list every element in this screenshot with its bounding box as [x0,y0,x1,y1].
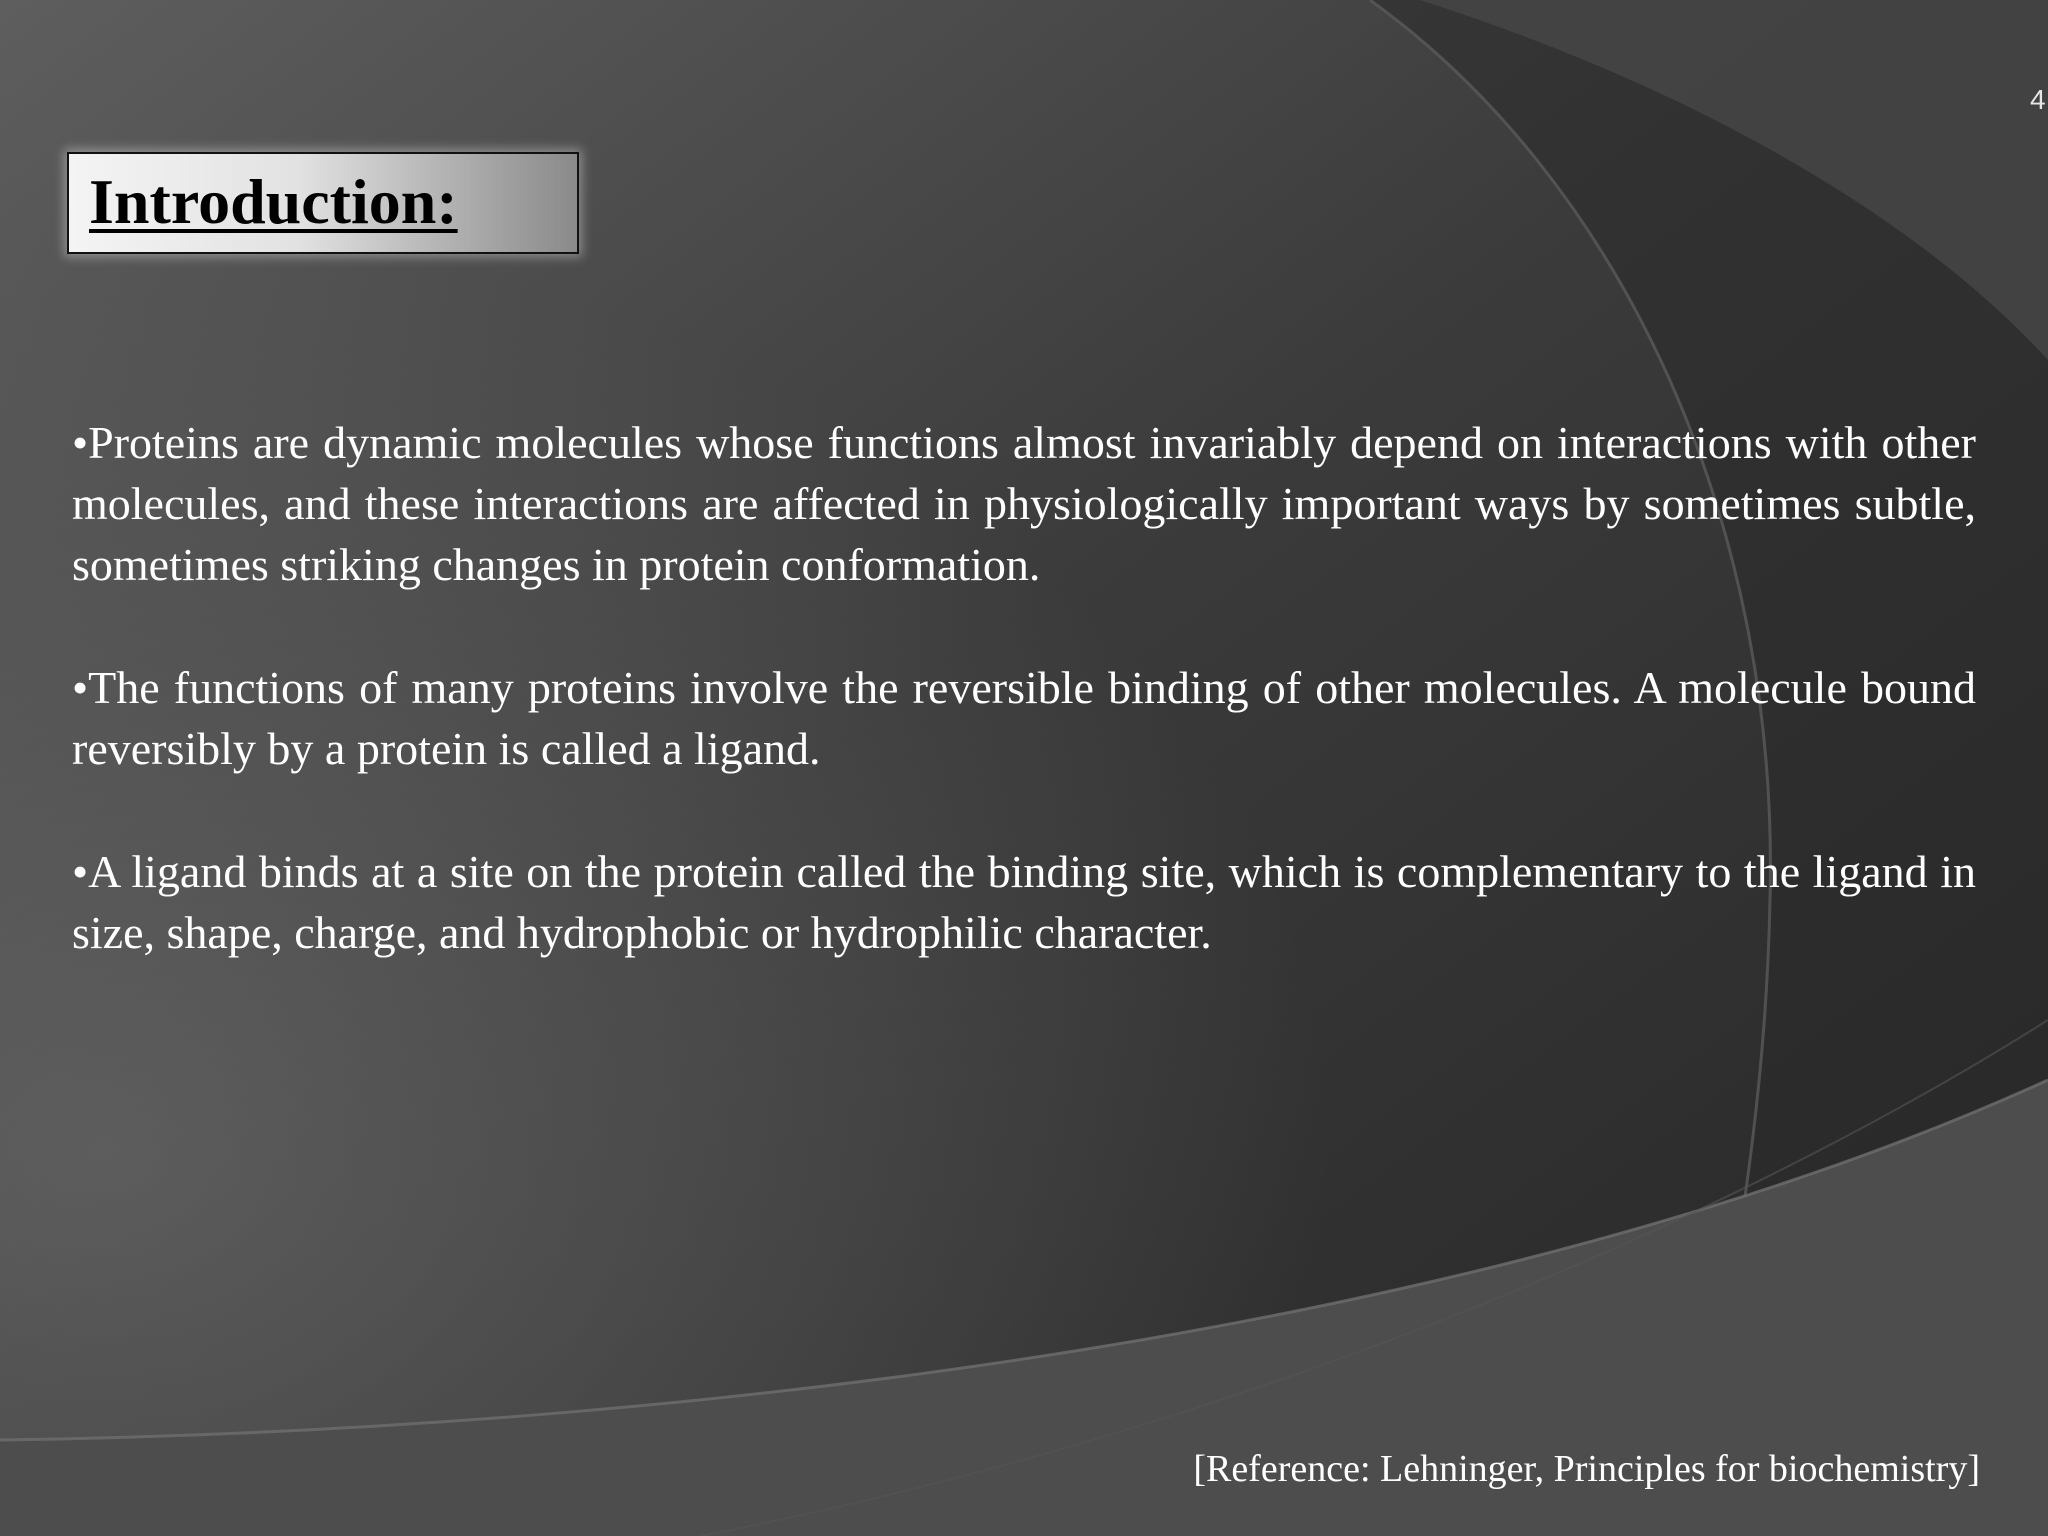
bullet-paragraph: •A ligand binds at a site on the protein called the binding site, which is complementary to the ligand in size, shape, charge, and hydrophobic or hydrophilic character. [72,846,1976,958]
title-box [67,152,579,254]
bullet-paragraph: •Proteins are dynamic molecules whose functions almost invariably depend on interactions with other molecules, and these interactions are affected in physiologically important ways by sometimes subtle, sometimes striking changes in protein conformation. [72,417,1976,590]
bullet-paragraph: •The functions of many proteins involve the reversible binding of other molecules. A molecule bound reversibly by a protein is called a ligand. [72,662,1976,774]
page-number: 4 [2030,84,2046,115]
slide-content [72,412,1976,1025]
reference-citation: [Reference: Lehninger, Principles for biochemistry] [1193,1448,1980,1490]
page-title: Introduction: [89,166,458,237]
